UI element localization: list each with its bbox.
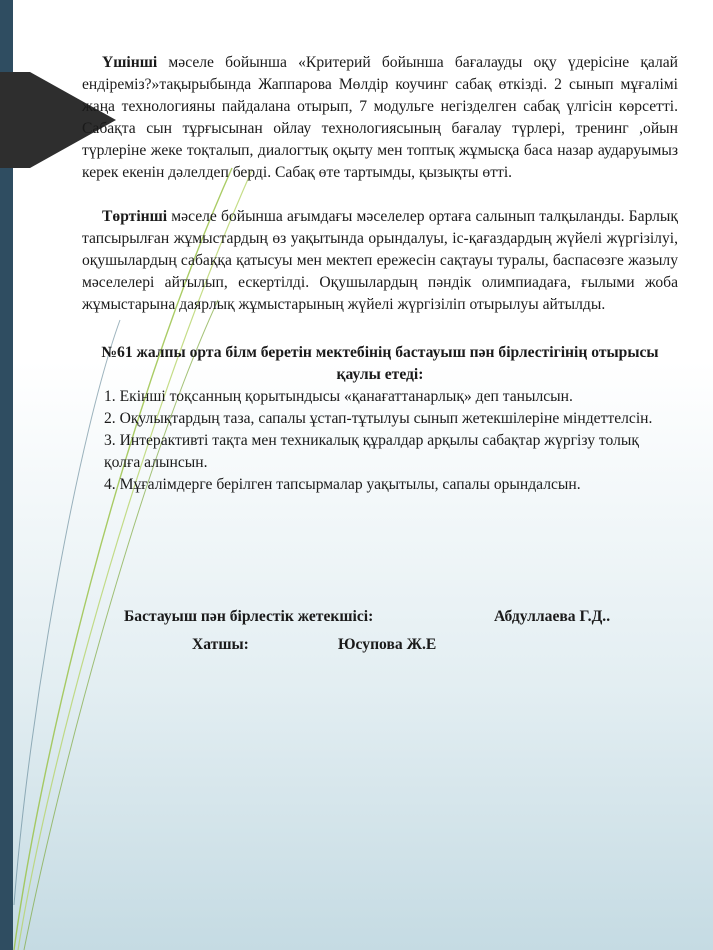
- paragraph-text: мәселе бойынша ағымдағы мәселелер ортаға салынып талқыланды. Барлық тапсырылған жұмыстардың өз уақытында орындалуы, іс-қағаздардың жүйелі жүргізілуі, оқушылардың сабаққа қатысуы мен мектеп ережесін сақтауы туралы, баспасөзге жазылу мәселелері айтылып, ескертілді. Оқушылардың пәндік олимпиадаға, ғылыми жоба жұмыстарына даярлық жұмыстарының жүйелі жүргізіліп отырылуы айтылды.: [82, 208, 678, 313]
- decision-item: 4. Мұғалімдерге берілген тапсырмалар уақытылы, сапалы орындалсын.: [104, 476, 581, 493]
- secretary-title: Хатшы:: [192, 636, 249, 653]
- paragraph-lead: Төртінші: [102, 208, 168, 225]
- paragraph-fourth-issue: [82, 206, 678, 316]
- decision-item: 1. Екінші тоқсанның қорытындысы «қанағаттанарлық» деп танылсын.: [104, 388, 573, 405]
- resolution-heading: №61 жалпы орта білм беретін мектебінің бастауыш пән бірлестігінің отырысы қаулы етеді:: [101, 344, 659, 383]
- paragraph-third-issue: [82, 52, 678, 184]
- secretary-name: Юсупова Ж.Е: [338, 636, 437, 653]
- paragraph-lead: Үшінші: [102, 54, 158, 71]
- paragraph-text: мәселе бойынша «Критерий бойынша бағалауды оқу үдерісіне қалай ендіреміз?»тақырыбында Жаппарова Мөлдір коучинг сабақ өткізді. 2 сынып мұғалімі жаңа технологияны пайдалана отырып, 7 модульге негізделген сабақ үлгісін көрсетті. Сабақта сын тұрғысынан ойлау технологиясының бағалау түрлері, тренинг ,ойын түрлеріне жеке тоқталып, диалогтық оқыту мен топтық жұмысқа баса назар аударуымыз керек екенін дәлелдеп берді. Сабақ өте тартымды, қызықты өтті.: [82, 54, 678, 181]
- leader-title: Бастауыш пән бірлестік жетекшісі:: [124, 608, 374, 625]
- decision-list: [82, 386, 678, 496]
- decision-item: 2. Оқулықтардың таза, сапалы ұстап-тұтылуы сынып жетекшілеріне міндеттелсін.: [104, 410, 653, 427]
- document-body: [82, 52, 678, 496]
- leader-name: Абдуллаева Г.Д..: [494, 608, 611, 625]
- arrow-decoration-base: [0, 72, 30, 168]
- decision-item: 3. Интерактивті тақта мен техникалық құралдар арқылы сабақтар жүргізу толық қолға алынсын.: [104, 432, 639, 471]
